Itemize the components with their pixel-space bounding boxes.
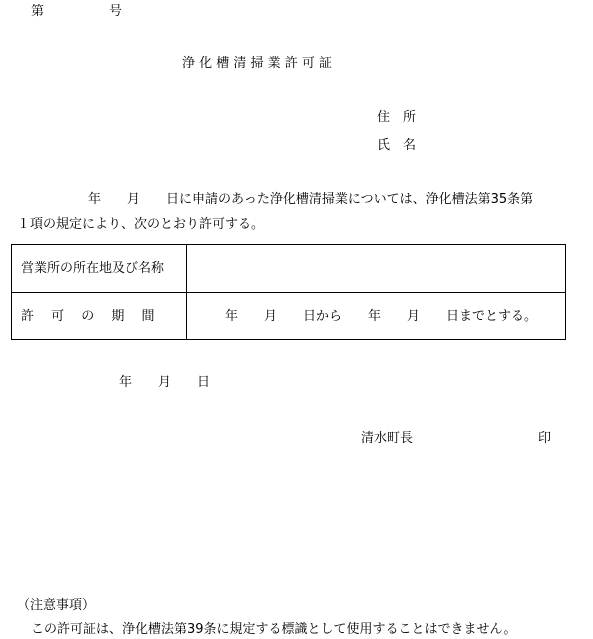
permit-period-label-cell [12,293,187,340]
table-row-office [12,245,565,293]
table-row-period [12,293,565,340]
document-title: 浄 化 槽 清 掃 業 許 可 証 [182,56,333,71]
office-location-label-cell [12,245,187,292]
body-text-line-2: １項の規定により、次のとおり許可する。 [17,217,265,232]
seal-mark: 印 [538,431,552,446]
body-text-line-1: 年 月 日に申請のあった浄化槽清掃業については、浄化槽法第35条第 [88,192,534,207]
office-location-label: 営業所の所在地及び名称 [21,261,165,276]
permit-period-value-cell [187,293,565,340]
permit-period-label: 許 可 の 期 間 [21,309,155,324]
issue-date: 年 月 日 [119,375,211,390]
permit-period-value: 年 月 日から 年 月 日までとする。 [225,309,538,324]
address-label: 住 所 [377,110,417,125]
permit-details-table [11,244,566,340]
name-label: 氏 名 [377,138,417,153]
notes-text: この許可証は、浄化槽法第39条に規定する標識として使用することはできません。 [31,622,517,637]
notes-heading: （注意事項） [17,598,96,613]
office-location-value-cell [187,245,565,292]
certificate-number-label: 第 号 [31,4,123,19]
issuer-name: 清水町長 [361,431,414,446]
